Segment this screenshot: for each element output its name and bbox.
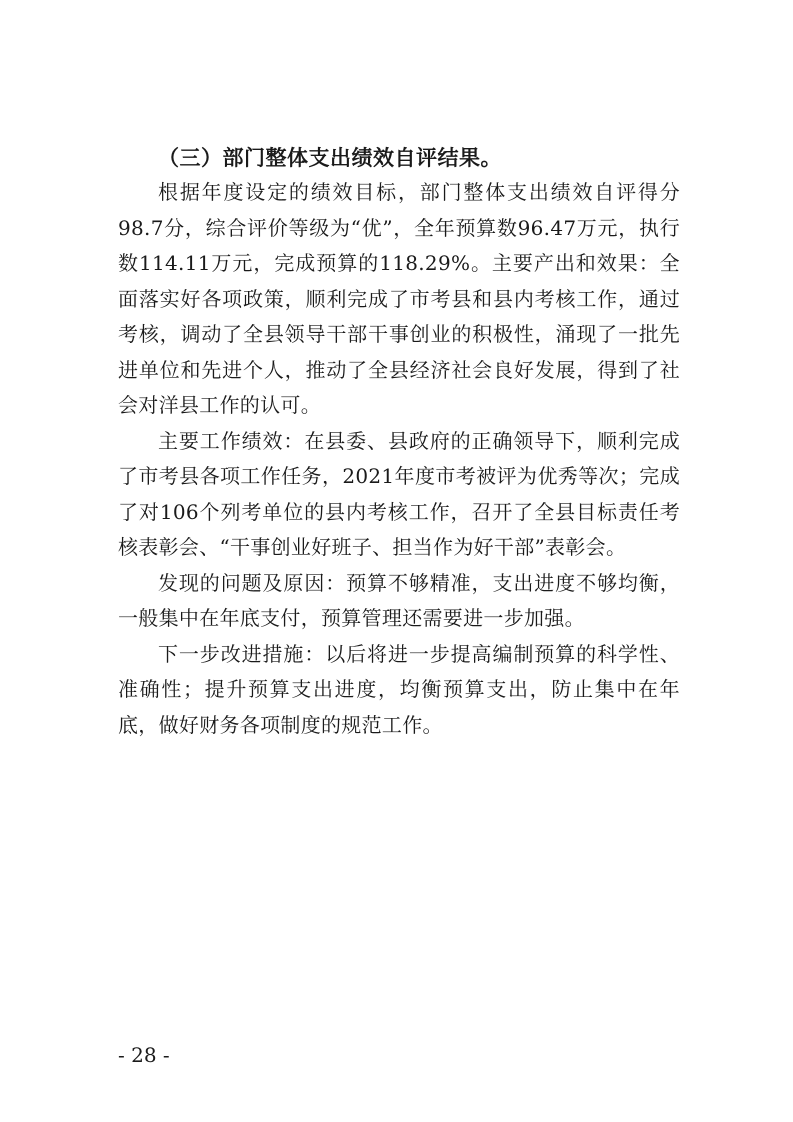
paragraph-improvement-measures: 下一步改进措施：以后将进一步提高编制预算的科学性、准确性；提升预算支出进度，均衡预算支出，防止集中在年底，做好财务各项制度的规范工作。 (118, 641, 680, 737)
page-content (118, 141, 680, 743)
page-number: - 28 - (118, 1043, 170, 1067)
section-heading: （三）部门整体支出绩效自评结果。 (158, 146, 502, 170)
paragraph-main-performance: 主要工作绩效：在县委、县政府的正确领导下，顺利完成了市考县各项工作任务，2021年度市考被评为优秀等次；完成了对106个列考单位的县内考核工作，召开了全县目标责任考核表彰会、“干事创业好班子、担当作为好干部”表彰会。 (118, 428, 680, 559)
paragraph-self-evaluation-result: 根据年度设定的绩效目标，部门整体支出绩效自评得分98.7分，综合评价等级为“优”，全年预算数96.47万元，执行数114.11万元，完成预算的118.29%。主要产出和效果：全面落实好各项政策，顺利完成了市考县和县内考核工作，通过考核，调动了全县领导干部干事创业的积极性，涌现了一批先进单位和先进个人，推动了全县经济社会良好发展，得到了社会对洋县工作的认可。 (118, 180, 680, 417)
paragraph-problems-and-causes: 发现的问题及原因：预算不够精准，支出进度不够均衡，一般集中在年底支付，预算管理还需要进一步加强。 (118, 570, 680, 630)
